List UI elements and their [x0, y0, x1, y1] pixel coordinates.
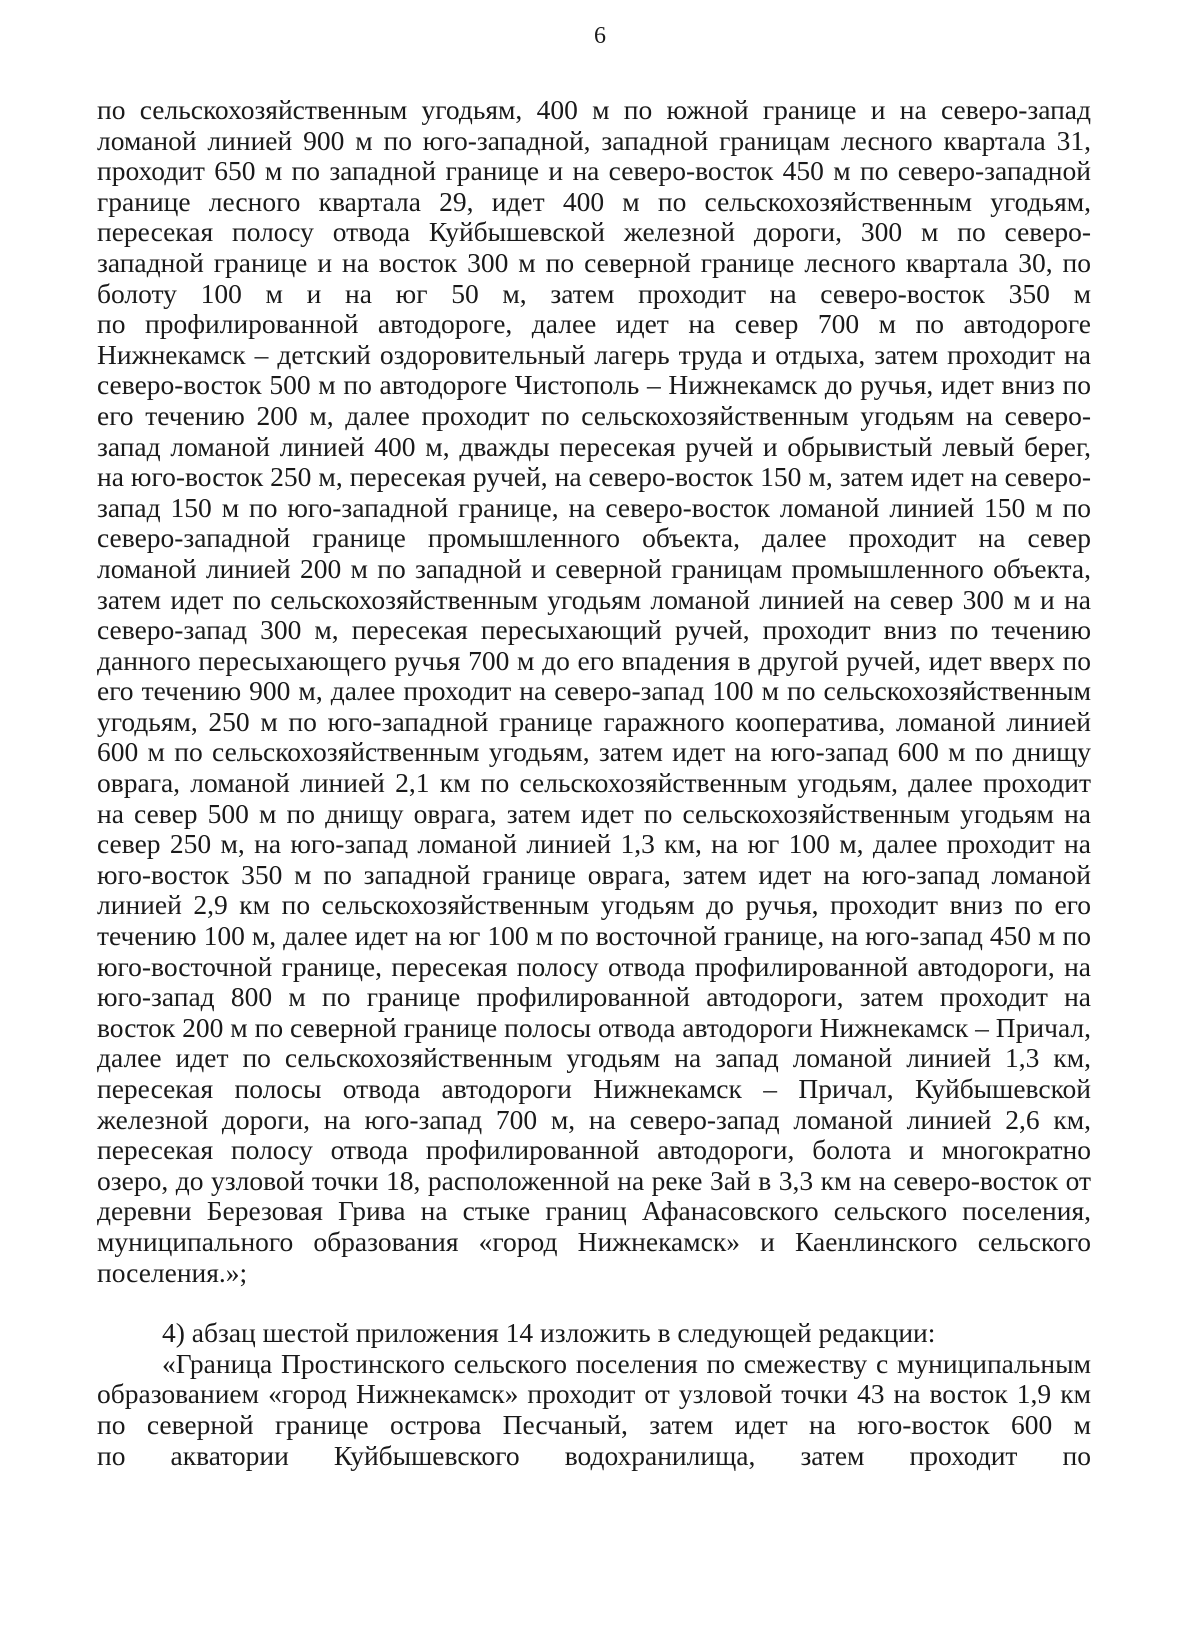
text-line: по профилированной автодороге, далее идет на север 700 м по автодороге	[97, 308, 1091, 340]
text-line: муниципального образования «город Нижнекамск» и Каенлинского сельского	[97, 1225, 1091, 1257]
text-line: 600 м по сельскохозяйственным угодьям, затем идет на юго-запад 600 м по днищу	[97, 736, 1091, 768]
text-line: на юго-восток 250 м, пересекая ручей, на северо-восток 150 м, затем идет на северо-	[97, 461, 1091, 493]
text-line: «Граница Простинского сельского поселения по смежеству с муниципальным	[162, 1347, 1091, 1379]
text-line: его течению 200 м, далее проходит по сельскохозяйственным угодьям на северо-	[97, 399, 1091, 431]
paragraph-new	[97, 1349, 1091, 1471]
text-line: юго-восточной границе, пересекая полосу отвода профилированной автодороги, на	[97, 950, 1091, 982]
text-line: юго-запад 800 м по границе профилированной автодороги, затем проходит на	[97, 981, 1091, 1013]
text-line: его течению 900 м, далее проходит на северо-запад 100 м по сельскохозяйственным	[97, 675, 1091, 707]
page-number: 6	[594, 23, 606, 49]
text-line: запад ломаной линией 400 м, дважды пересекая ручей и обрывистый левый берег,	[97, 430, 1091, 462]
text-line: линией 2,9 км по сельскохозяйственным угодьям до ручья, проходит вниз по его	[97, 889, 1091, 921]
paragraph-continuation	[97, 95, 1091, 1288]
text-line: болоту 100 м и на юг 50 м, затем проходит на северо-восток 350 м	[97, 277, 1091, 309]
text-line: 4) абзац шестой приложения 14 изложить в следующей редакции:	[162, 1317, 936, 1349]
text-line: данного пересыхающего ручья 700 м до его впадения в другой ручей, идет вверх по	[97, 644, 1091, 676]
text-line: течению 100 м, далее идет на юг 100 м по восточной границе, на юго-запад 450 м по	[97, 920, 1091, 952]
text-line: ломаной линией 200 м по западной и северной границам промышленного объекта,	[97, 552, 1091, 584]
text-line: на север 500 м по днищу оврага, затем идет по сельскохозяйственным угодьям на	[97, 797, 1091, 829]
text-line: озеро, до узловой точки 18, расположенной на реке Зай в 3,3 км на северо-восток от	[97, 1164, 1091, 1196]
text-line: западной границе и на восток 300 м по северной границе лесного квартала 30, по	[97, 246, 1091, 278]
text-line: запад 150 м по юго-западной границе, на северо-восток ломаной линией 150 м по	[97, 491, 1091, 523]
text-line: пересекая полосу отвода профилированной автодороги, болота и многократно	[97, 1134, 1091, 1166]
text-line: север 250 м, на юго-запад ломаной линией 1,3 км, на юг 100 м, далее проходит на	[97, 828, 1091, 860]
text-line: железной дороги, на юго-запад 700 м, на северо-запад ломаной линией 2,6 км,	[97, 1103, 1091, 1135]
text-line: северо-восток 500 м по автодороге Чистополь – Нижнекамск до ручья, идет вниз по	[97, 369, 1091, 401]
text-line: ломаной линией 900 м по юго-западной, западной границам лесного квартала 31,	[97, 124, 1091, 156]
document-body	[97, 95, 1091, 1471]
text-line: северо-западной границе промышленного объекта, далее проходит на север	[97, 522, 1091, 554]
text-line: деревни Березовая Грива на стыке границ Афанасовского сельского поселения,	[97, 1195, 1091, 1227]
text-line: образованием «город Нижнекамск» проходит от узловой точки 43 на восток 1,9 км	[97, 1378, 1091, 1410]
text-line: угодьям, 250 м по юго-западной границе гаражного кооператива, ломаной линией	[97, 705, 1091, 737]
text-line: по акватории Куйбышевского водохранилища, затем проходит по	[97, 1439, 1091, 1471]
amendment-item-4	[97, 1318, 1091, 1349]
text-line: восток 200 м по северной границе полосы отвода автодороги Нижнекамск – Причал,	[97, 1011, 1091, 1043]
text-line: проходит 650 м по западной границе и на северо-восток 450 м по северо-западной	[97, 155, 1091, 187]
text-line: затем идет по сельскохозяйственным угодьям ломаной линией на север 300 м и на	[97, 583, 1091, 615]
text-line: границе лесного квартала 29, идет 400 м по сельскохозяйственным угодьям,	[97, 185, 1091, 217]
text-line: по северной границе острова Песчаный, затем идет на юго-восток 600 м	[97, 1408, 1091, 1440]
paragraph-spacer	[97, 1288, 1091, 1318]
text-line: северо-запад 300 м, пересекая пересыхающий ручей, проходит вниз по течению	[97, 614, 1091, 646]
text-line: далее идет по сельскохозяйственным угодьям на запад ломаной линией 1,3 км,	[97, 1042, 1091, 1074]
text-line: пересекая полосы отвода автодороги Нижнекамск – Причал, Куйбышевской	[97, 1073, 1091, 1104]
text-line: юго-восток 350 м по западной границе оврага, затем идет на юго-запад ломаной	[97, 858, 1091, 890]
text-line: поселения.»;	[97, 1256, 248, 1288]
text-line: оврага, ломаной линией 2,1 км по сельскохозяйственным угодьям, далее проходит	[97, 767, 1091, 799]
text-line: Нижнекамск – детский оздоровительный лагерь труда и отдыха, затем проходит на	[97, 338, 1091, 370]
text-line: по сельскохозяйственным угодьям, 400 м по южной границе и на северо-запад	[97, 94, 1091, 125]
text-line: пересекая полосу отвода Куйбышевской железной дороги, 300 м по северо-	[97, 216, 1091, 248]
